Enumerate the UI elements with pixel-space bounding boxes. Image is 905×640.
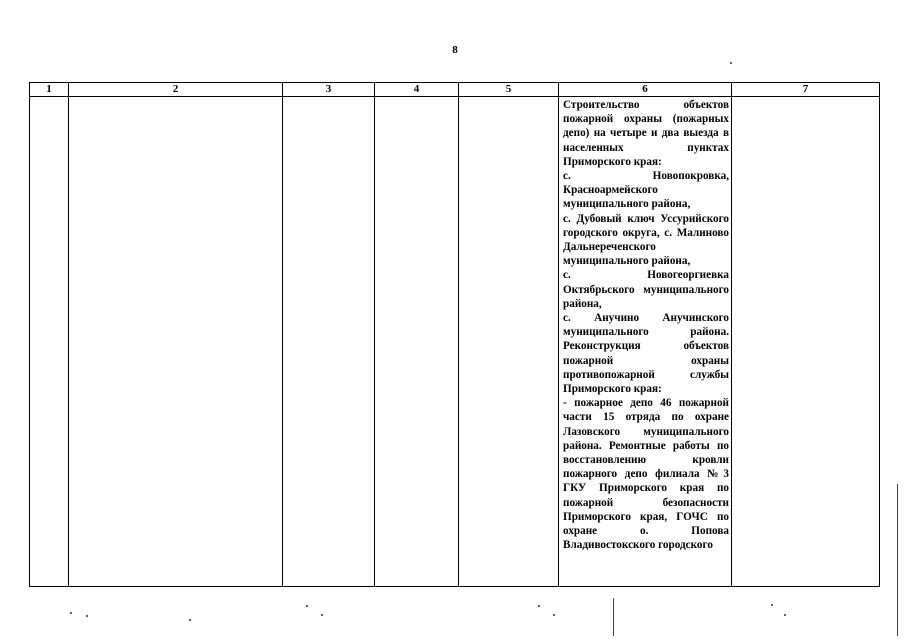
cell-col-4 [375,97,459,587]
header-row [30,83,880,97]
cell-col-3 [283,97,375,587]
cell-col-7 [732,97,880,587]
column-header-5: 5 [459,83,559,97]
column-header-6: 6 [559,83,732,97]
scan-speck [730,62,732,64]
scan-speck [70,612,72,614]
scan-edge-line [897,484,898,636]
scan-speck [538,605,540,607]
table-row [30,97,880,587]
cell-col-6 [559,97,732,587]
scan-speck [86,615,88,617]
page-number: 8 [452,44,458,56]
cell-col-5 [459,97,559,587]
scan-speck [553,614,555,616]
scan-speck [771,604,773,606]
column-header-3: 3 [283,83,375,97]
column-header-4: 4 [375,83,459,97]
cell-col-2 [69,97,283,587]
column-header-2: 2 [69,83,283,97]
scan-speck [306,605,308,607]
column-header-1: 1 [30,83,69,97]
column-header-7: 7 [732,83,880,97]
scan-speck [784,614,786,616]
cell-col-1 [30,97,69,587]
construction-description: Строительство объектов пожарной охраны (пожарных депо) на четыре и два выезда в населенных пунктах Приморского края: с. Новопокровка, Красноармейского муниципального района, с. Дубовый ключ Уссурийского городского округа, с. Малиново Дальнереченского муниципального района, с. Новогеоргиевка Октябрьского муниципального района, с. Анучино Анучинского муниципального района. Реконструкция объектов пожарной охраны противопожарной службы Приморского края: - пожарное депо 46 пожарной части 15 отряда по охране Лазовского муниципального района. Ремонтные работы по восстановлению кровли пожарного депо филиала №3 ГКУ Приморского края по пожарной безопасности Приморского края, ГОЧС по охране о. Попова Владивостокского городского [563,99,729,552]
scan-speck [321,614,323,616]
document-table [29,82,880,587]
scan-edge-line [613,598,614,636]
scan-speck [189,619,191,621]
